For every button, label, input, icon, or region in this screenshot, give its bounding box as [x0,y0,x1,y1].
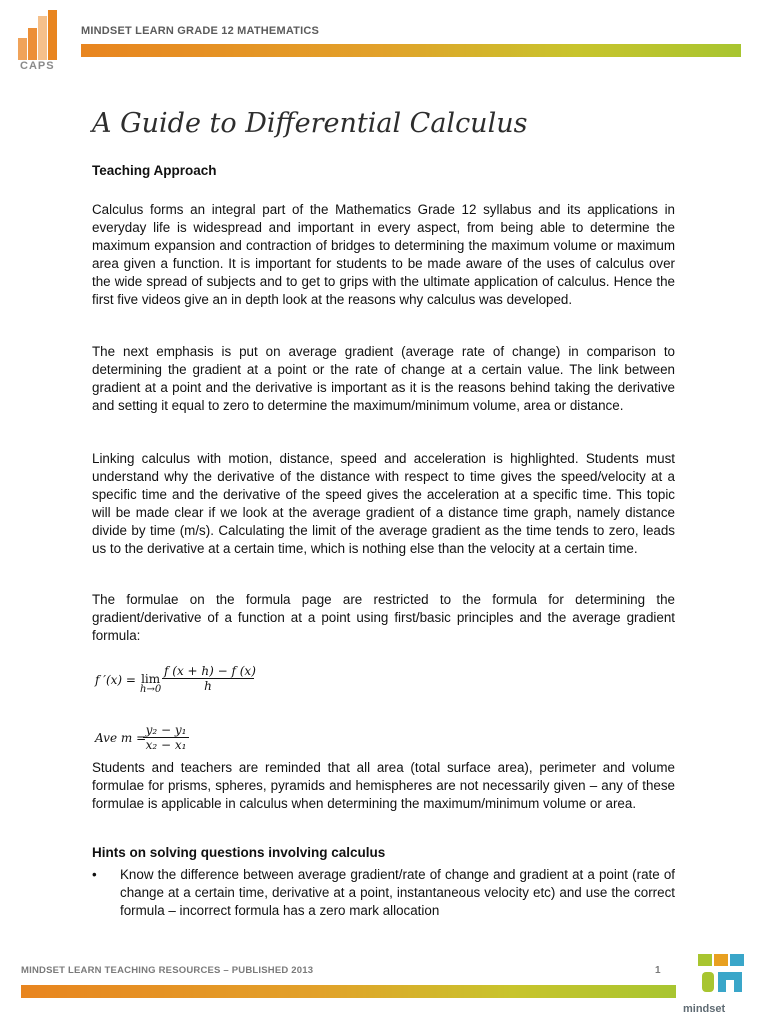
paragraph-3: Linking calculus with motion, distance, speed and acceleration is highlighted. Students must understand why the derivative of the distance with respect to time gives the speed/velocity at a specific time and the derivative of the speed gives the acceleration at a specific time. This topic will be made clear if we look at the average gradient of a distance time graph, namely distance divide by time (m/s). Calculating the limit of the average gradient as the time tends to zero, leads us to the derivative at a certain time, which is nothing else than the velocity at a certain time. [92,451,675,556]
bullet-icon: • [92,867,97,882]
formula2-denominator: x₂ − x₁ [145,738,187,752]
formula1-numerator: f (x + h) − f (x) [164,664,256,678]
formula1-lhs: f ′(x) = [95,673,136,687]
section-heading-teaching-approach: Teaching Approach [92,163,217,178]
page-number: 1 [655,965,661,976]
footer-bar [21,985,676,998]
formula1-fraction [162,664,254,693]
paragraph-1: Calculus forms an integral part of the Mathematics Grade 12 syllabus and its applications in everyday life is widespread and important in every aspect, from being able to determine the maximum expansion and contraction of bridges to determining the maximum volume or maximum area given a function. It is important for students to be made aware of the uses of calculus over the wide spread of subjects and to get to grips with the ultimate application of calculus. Hence the first five videos give an in depth look at the reasons why calculus was developed. [92,202,675,307]
paragraph-4: The formulae on the formula page are restricted to the formula for determining the gradient/derivative of a function at a point using first/basic principles and the average gradient formula: [92,592,675,643]
mindset-logo-text: mindset [683,1003,726,1015]
header-title: MINDSET LEARN GRADE 12 MATHEMATICS [81,25,320,37]
footer-text: MINDSET LEARN TEACHING RESOURCES – PUBLISHED 2013 [21,965,314,976]
mindset-logo-icon [684,954,750,1000]
formula1-denominator: h [204,679,212,693]
bullet-text: Know the difference between average gradient/rate of change and gradient at a point (rate of change at a certain time, derivative at a point, instantaneous velocity etc) and use the correct formula – incorrect formula has a zero mark allocation [120,867,675,918]
formula2-numerator: y₂ − y₁ [143,723,189,738]
header-bar [81,44,741,57]
paragraph-2: The next emphasis is put on average gradient (average rate of change) in comparison to determining the gradient at a point or the rate of change at a certain value. The link between gradient at a point and the derivative is important as it is the reasons behind taking the derivative and setting it equal to zero to determine the maximum/minimum volume, area or distance. [92,344,675,413]
formula2-fraction [143,723,189,752]
formula1-lim-subscript: h→0 [140,684,162,695]
caps-logo-icon [18,10,60,60]
caps-logo-text: CAPS [20,60,55,72]
section-heading-hints: Hints on solving questions involving calculus [92,845,386,860]
formula1-limit [140,672,161,695]
formula1-lim-label: lim [141,672,161,686]
document-title: A Guide to Differential Calculus [92,108,528,139]
formula2-lhs: Ave m = [95,731,147,745]
paragraph-5: Students and teachers are reminded that all area (total surface area), perimeter and volume formulae for prisms, spheres, pyramids and hemispheres are not necessarily given – any of these formulae is applicable in calculus when determining the maximum/minimum volume or area. [92,760,675,811]
